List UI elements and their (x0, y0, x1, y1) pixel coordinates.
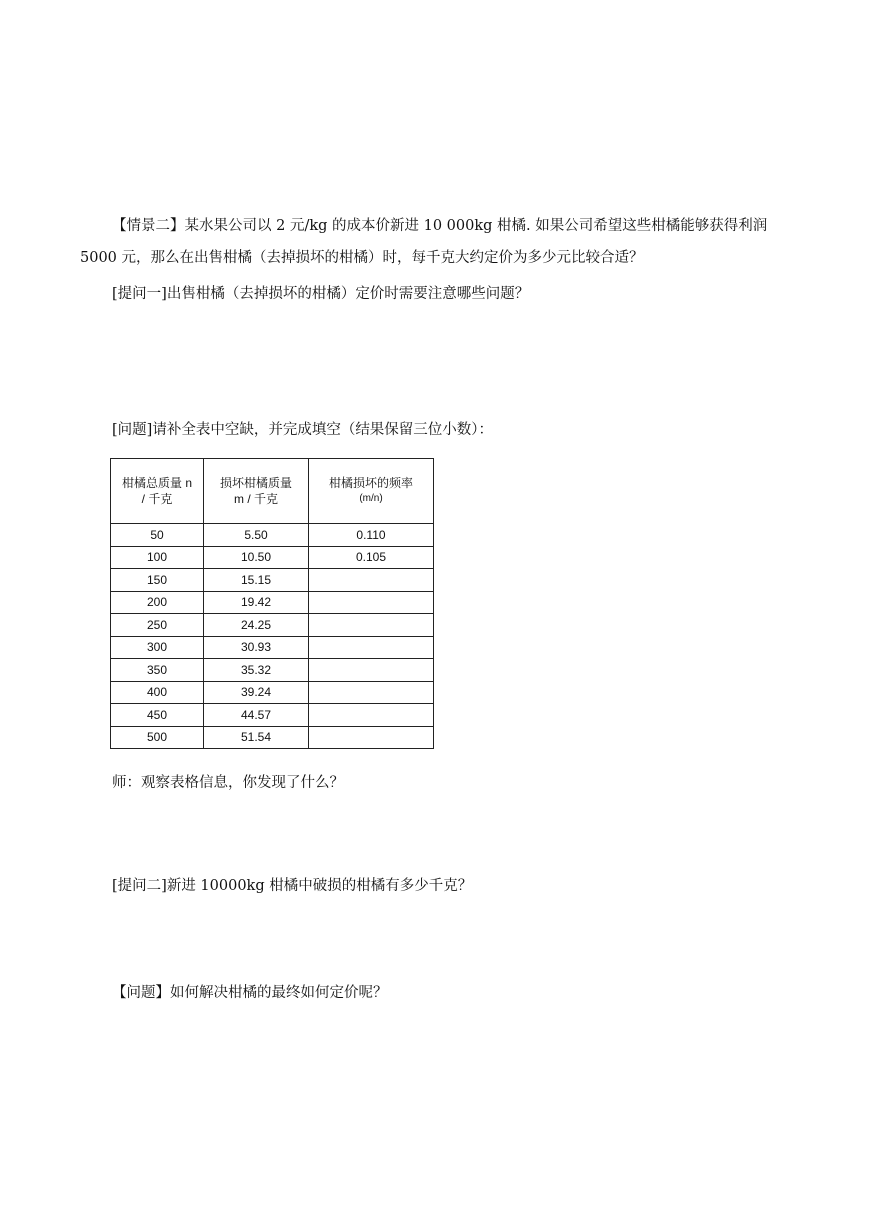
table-row (111, 614, 434, 637)
table-header-row (111, 459, 434, 524)
table-row (111, 636, 434, 659)
header-total-mass (111, 459, 204, 524)
scenario-two-text: 【情景二】某水果公司以 2 元/kg 的成本价新进 10 000kg 柑橘. 如果公司希望这些柑橘能够获得利润 (112, 218, 768, 234)
cell-total-mass: 500 (111, 726, 204, 749)
cell-frequency-blank[interactable] (309, 659, 434, 682)
cell-damaged-mass: 15.15 (204, 569, 309, 592)
header-damage-frequency-line1: 柑橘损坏的频率 (328, 476, 413, 490)
cell-damaged-mass: 24.25 (204, 614, 309, 637)
table-row (111, 681, 434, 704)
table-row (111, 569, 434, 592)
cell-frequency-blank[interactable] (309, 569, 434, 592)
table-row (111, 726, 434, 749)
cell-total-mass: 300 (111, 636, 204, 659)
header-total-mass-line2: / 千克 (141, 492, 173, 506)
cell-total-mass: 400 (111, 681, 204, 704)
question-two-text: [提问二]新进 10000kg 柑橘中破损的柑橘有多少千克？ (112, 878, 473, 894)
cell-damaged-mass: 10.50 (204, 546, 309, 569)
table-row (111, 659, 434, 682)
scenario-two-continuation: 5000 元，那么在出售柑橘（去掉损坏的柑橘）时，每千克大约定价为多少元比较合适？ (80, 250, 644, 266)
frequency-table (110, 458, 434, 749)
table-row (111, 524, 434, 547)
table-problem-text: [问题]请补全表中空缺，并完成填空（结果保留三位小数）： (112, 422, 494, 438)
table-row (111, 591, 434, 614)
cell-frequency-blank[interactable] (309, 636, 434, 659)
cell-frequency-blank[interactable] (309, 681, 434, 704)
header-damage-frequency (309, 459, 434, 524)
header-damage-frequency-line2: (m/n) (359, 493, 383, 504)
cell-damaged-mass: 44.57 (204, 704, 309, 727)
table-row (111, 704, 434, 727)
cell-damaged-mass: 35.32 (204, 659, 309, 682)
final-problem-text: 【问题】如何解决柑橘的最终如何定价呢？ (112, 985, 388, 1001)
cell-total-mass: 50 (111, 524, 204, 547)
header-damaged-mass (204, 459, 309, 524)
cell-damaged-mass: 5.50 (204, 524, 309, 547)
cell-frequency-blank[interactable] (309, 704, 434, 727)
cell-damaged-mass: 19.42 (204, 591, 309, 614)
cell-total-mass: 100 (111, 546, 204, 569)
cell-total-mass: 350 (111, 659, 204, 682)
table-row (111, 546, 434, 569)
cell-damaged-mass: 30.93 (204, 636, 309, 659)
cell-frequency-blank[interactable] (309, 614, 434, 637)
teacher-prompt-text: 师：观察表格信息，你发现了什么？ (112, 775, 344, 791)
cell-total-mass: 250 (111, 614, 204, 637)
cell-frequency-blank[interactable] (309, 726, 434, 749)
cell-frequency: 0.110 (309, 524, 434, 547)
question-one-text: [提问一]出售柑橘（去掉损坏的柑橘）定价时需要注意哪些问题？ (112, 286, 530, 302)
header-damaged-mass-line2: m / 千克 (234, 492, 278, 506)
cell-damaged-mass: 51.54 (204, 726, 309, 749)
cell-total-mass: 450 (111, 704, 204, 727)
cell-frequency-blank[interactable] (309, 591, 434, 614)
cell-total-mass: 150 (111, 569, 204, 592)
cell-frequency: 0.105 (309, 546, 434, 569)
header-damaged-mass-line1: 损坏柑橘质量 (219, 476, 292, 490)
header-total-mass-line1: 柑橘总质量 n (121, 476, 192, 490)
cell-damaged-mass: 39.24 (204, 681, 309, 704)
cell-total-mass: 200 (111, 591, 204, 614)
